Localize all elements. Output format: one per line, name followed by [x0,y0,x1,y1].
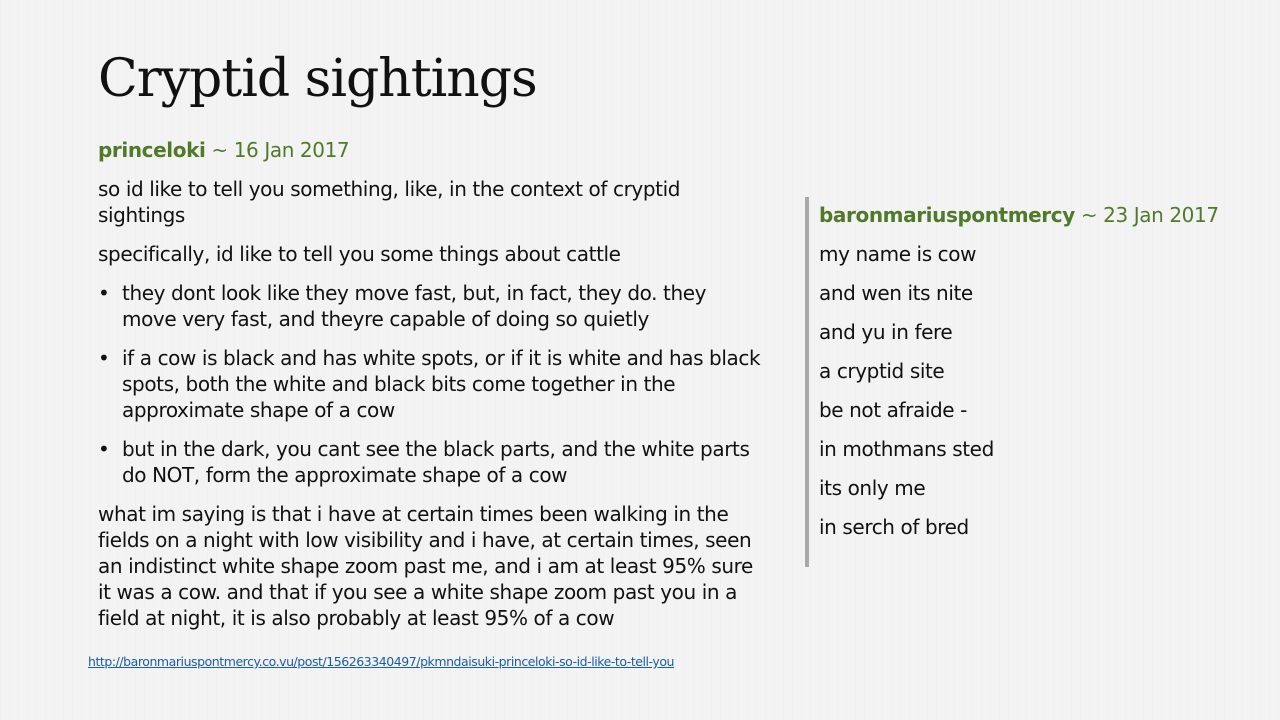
post-paragraph: so id like to tell you something, like, in the context of cryptid sightings [98,177,681,227]
bullet-list [98,280,766,488]
poem-line: a cryptid site [819,359,945,383]
poem-line: my name is cow [819,242,977,266]
post-paragraph: specifically, id like to tell you some things about cattle [98,242,621,266]
poem-line: be not afraide - [819,398,967,422]
date-separator: ~ [1074,203,1104,227]
left-post [98,137,766,644]
post-date: 16 Jan 2017 [233,138,350,162]
post-paragraph: what im saying is that i have at certain times been walking in the fields on a night with low visibility and i have, at certain times, seen an indistinct white shape zoom past me, and i am at least 95% sure it was a cow. and that if you see a white shape zoom past you in a field at night, it is also probably at least 95% of a cow [98,502,753,630]
bullet-item: • but in the dark, you cant see the black parts, and the white parts do NOT, form the approximate shape of a cow [98,436,766,488]
bullet-item: • they dont look like they move fast, but, in fact, they do. they move very fast, and theyre capable of doing so quietly [98,280,766,332]
post-author: princeloki [98,138,206,162]
poem-line: in mothmans sted [819,437,994,461]
poem-line: and wen its nite [819,281,973,305]
right-post-quote [805,197,1225,567]
post-meta [819,202,1225,228]
bullet-item: • if a cow is black and has white spots, or if it is white and has black spots, both the white and black bits come together in the approximate shape of a cow [98,345,766,423]
poem-line: in serch of bred [819,515,969,539]
post-author: baronmariuspontmercy [819,203,1075,227]
slide-title: Cryptid sightings [98,49,537,109]
poem-line: and yu in fere [819,320,953,344]
date-separator: ~ [205,138,234,162]
poem-line: its only me [819,476,926,500]
post-meta [98,137,766,163]
post-date: 23 Jan 2017 [1103,203,1219,227]
source-link[interactable]: http://baronmariuspontmercy.co.vu/post/156263340497/pkmndaisuki-princeloki-so-id-like-to-tell-you [88,654,675,669]
